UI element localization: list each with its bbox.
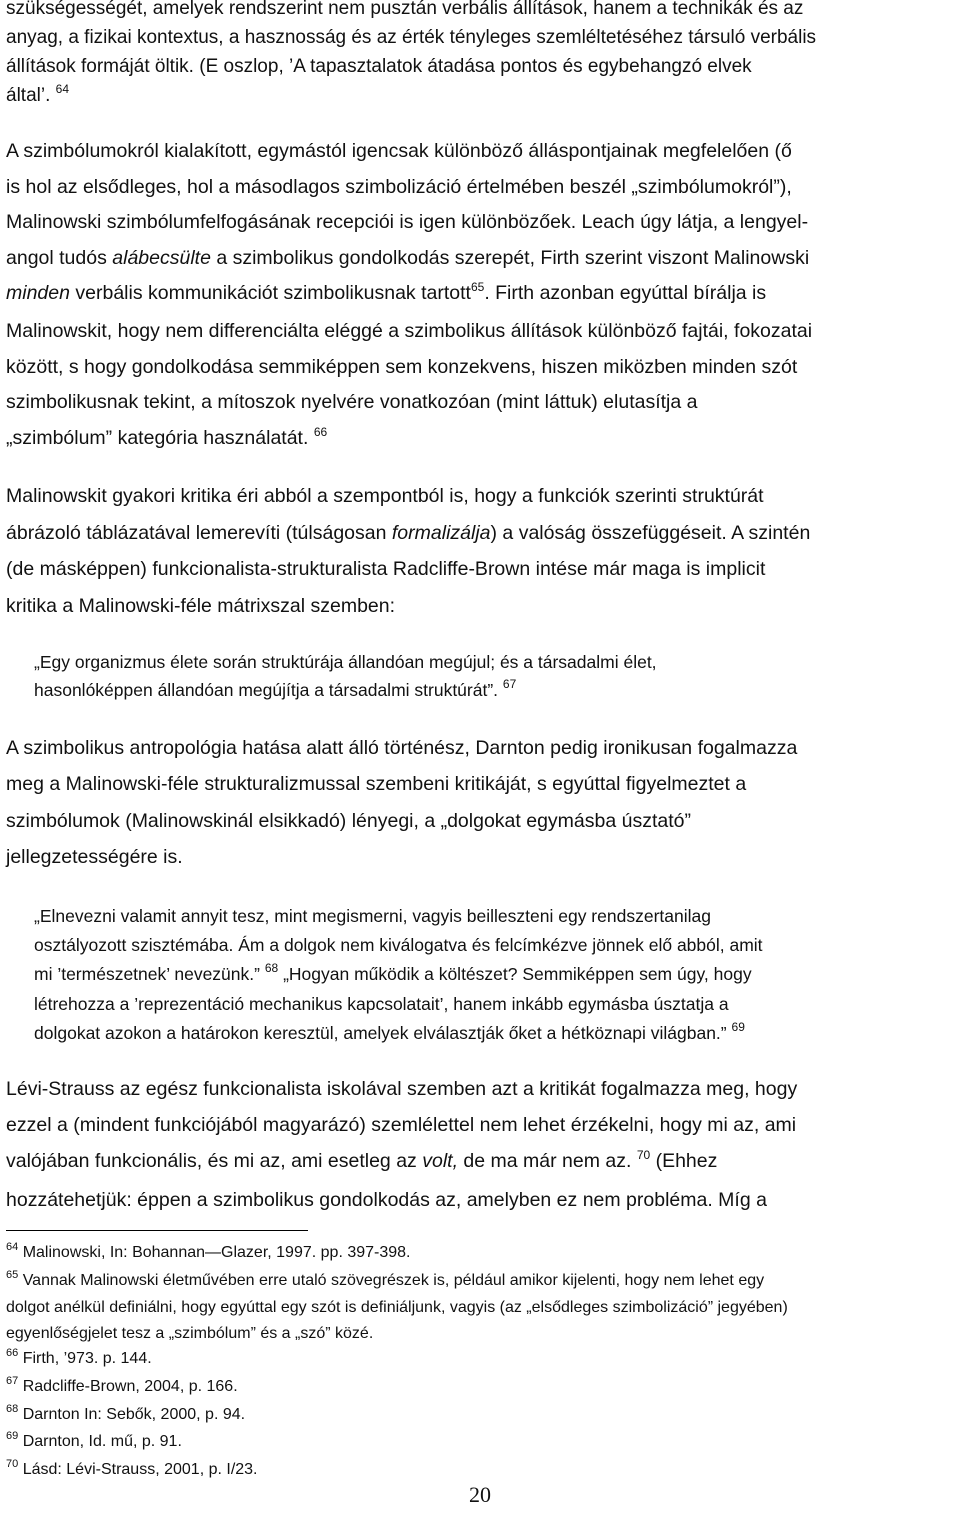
footnote-number: 66 bbox=[6, 1347, 19, 1360]
text-fragment: de ma már nem az. bbox=[457, 1150, 632, 1173]
text-line: hozzátehetjük: éppen a szimbolikus gondolkodás az, amelyben ez nem probléma. Míg a bbox=[6, 1188, 767, 1211]
text-line: jellegzetességére is. bbox=[6, 846, 183, 869]
block-quote-radcliffe-brown bbox=[34, 648, 657, 706]
footnote-ref[interactable]: 68 bbox=[264, 960, 279, 975]
italic-text: formalizálja bbox=[391, 521, 491, 544]
paragraph-darnton bbox=[6, 730, 954, 876]
footnote-ref[interactable]: 67 bbox=[502, 677, 517, 691]
footnote-ref[interactable]: 69 bbox=[731, 1020, 745, 1035]
page-number: 20 bbox=[469, 1482, 491, 1507]
footnote-text: Lásd: Lévi-Strauss, 2001, p. I/23. bbox=[18, 1460, 258, 1478]
footnote-65 bbox=[6, 1268, 956, 1296]
text-line: kritika a Malinowski-féle mátrixszal szemben: bbox=[6, 594, 396, 617]
footnote-64 bbox=[6, 1240, 956, 1268]
footnote-text: Vannak Malinowski életművében erre utaló szövegrészek is, például amikor kijelenti, hogy nem lehet egy bbox=[18, 1271, 765, 1289]
footnote-ref[interactable]: 64 bbox=[55, 82, 69, 96]
text-line bbox=[34, 1019, 763, 1050]
text-fragment: ) a valóság összefüggéseit. A szintén bbox=[490, 521, 811, 544]
text-line bbox=[6, 81, 954, 112]
text-fragment: mi ’természetnek’ nevezünk.” bbox=[34, 963, 260, 984]
footnote-number: 67 bbox=[6, 1374, 19, 1387]
footnote-number: 64 bbox=[6, 1241, 19, 1253]
footnote-65-cont: dolgot anélkül definiálni, hogy egyúttal egy szót is definiáljunk, vagyis (az „elsődleges szimbolizáció” jegyében) bbox=[6, 1299, 788, 1317]
italic-text: volt, bbox=[422, 1150, 458, 1173]
footnote-text: Radcliffe-Brown, 2004, p. 166. bbox=[18, 1377, 238, 1395]
text-line bbox=[6, 276, 954, 314]
text-fragment: verbális kommunikációt szimbolikusnak tartott bbox=[69, 282, 471, 305]
text-fragment: . Firth azonban egyúttal bírálja is bbox=[484, 282, 767, 305]
text-line: Malinowskit gyakori kritika éri abból a szempontból is, hogy a funkciók szerinti struktúrát bbox=[6, 485, 764, 507]
text-line: szimbolikusnak tekint, a mítoszok nyelvére vonatkozóan (mint láttuk) elutasítja a bbox=[6, 391, 698, 414]
text-line bbox=[34, 676, 657, 706]
text-line: „Egy organizmus élete során struktúrája állandóan megújul; és a társadalmi élet, bbox=[34, 652, 657, 672]
text-line: között, s hogy gondolkodása semmiképpen sem konzekvens, hiszen miközben minden szót bbox=[6, 355, 798, 378]
footnote-separator bbox=[6, 1230, 308, 1231]
text-line bbox=[6, 515, 954, 552]
footnote-67 bbox=[6, 1374, 956, 1402]
paragraph-levi-strauss bbox=[6, 1071, 954, 1218]
text-fragment: hasonlóképpen állandóan megújítja a társadalmi struktúrát”. bbox=[34, 680, 499, 700]
footnote-number: 69 bbox=[6, 1430, 19, 1443]
paragraph-symbols bbox=[6, 134, 954, 458]
paragraph-intro bbox=[6, 0, 954, 112]
text-line bbox=[6, 241, 954, 277]
text-line: A szimbólumokról kialakított, egymástól igencsak különböző álláspontjainak megfelelően (ő bbox=[6, 140, 792, 162]
footnote-66 bbox=[6, 1346, 956, 1374]
text-line: osztályozott szisztémába. Ám a dolgok nem kiválogatva és felcímkézve jönnek elő abból, amit bbox=[34, 934, 763, 955]
footnote-text: Darnton In: Sebők, 2000, p. 94. bbox=[18, 1405, 246, 1423]
text-fragment: „Hogyan működik a költészet? Semmiképpen sem úgy, hogy bbox=[278, 963, 752, 984]
footnote-number: 68 bbox=[6, 1402, 19, 1415]
text-fragment: által’. bbox=[6, 85, 51, 106]
text-line: meg a Malinowski-féle strukturalizmussal szembeni kritikáját, s egyúttal figyelmeztet a bbox=[6, 773, 747, 796]
footnote-number: 65 bbox=[6, 1268, 19, 1281]
italic-text: minden bbox=[6, 282, 70, 305]
footnote-70 bbox=[6, 1457, 956, 1485]
footnote-69 bbox=[6, 1429, 956, 1457]
italic-text: alábecsülte bbox=[112, 246, 211, 269]
text-line: Malinowskit, hogy nem differenciálta eléggé a szimbolikus állítások különböző fajtái, fokozatai bbox=[6, 319, 813, 342]
footnote-68 bbox=[6, 1402, 956, 1430]
text-line: ezzel a (mindent funkciójából magyarázó) szemlélettel nem lehet érzékelni, hogy mi az, ami bbox=[6, 1114, 797, 1137]
text-fragment: (Ehhez bbox=[650, 1150, 718, 1173]
footnote-ref[interactable]: 65 bbox=[470, 280, 485, 295]
text-line: anyag, a fizikai kontextus, a hasznosság és az érték tényleges szemléltetéséhez társuló verbális bbox=[6, 27, 817, 48]
block-quote-darnton bbox=[34, 902, 763, 1050]
footnote-text: Darnton, Id. mű, p. 91. bbox=[18, 1433, 182, 1451]
text-fragment: angol tudós bbox=[6, 246, 113, 269]
paragraph-criticism bbox=[6, 478, 954, 624]
text-line: is hol az elsődleges, hol a másodlagos szimbolizáció értelmében beszél „szimbólumokról”), bbox=[6, 175, 792, 198]
text-line: szükségességét, amelyek rendszerint nem pusztán verbális állítások, hanem a technikák és az bbox=[6, 0, 804, 19]
text-fragment: „szimbólum” kategória használatát. bbox=[6, 426, 309, 449]
text-line: létrehozza a ’reprezentáció mechanikus kapcsolatait’, hanem inkább egymásba úsztatja a bbox=[34, 994, 729, 1015]
text-line bbox=[6, 1143, 954, 1181]
footnote-ref[interactable]: 66 bbox=[313, 424, 328, 439]
footnote-text: Malinowski, In: Bohannan—Glazer, 1997. pp. 397-398. bbox=[18, 1244, 411, 1261]
text-line bbox=[34, 960, 763, 991]
footnote-number: 70 bbox=[6, 1457, 19, 1470]
text-fragment: dolgokat azokon a határokon keresztül, amelyek elválasztják őket a hétköznapi világban.” bbox=[34, 1023, 727, 1044]
footnote-ref[interactable]: 70 bbox=[636, 1148, 651, 1163]
text-line: „Elnevezni valamit annyit tesz, mint megismerni, vagyis beilleszteni egy rendszertanilag bbox=[34, 906, 711, 926]
text-line: Malinowski szimbólumfelfogásának recepciói is igen különbözőek. Leach úgy látja, a lengyel- bbox=[6, 211, 809, 234]
text-line: Lévi-Strauss az egész funkcionalista iskolával szemben azt a kritikát fogalmazza meg, hogy bbox=[6, 1078, 798, 1100]
text-fragment: ábrázoló táblázatával lemerevíti (túlságosan bbox=[6, 521, 392, 544]
footnote-65-cont: egyenlőségjelet tesz a „szimbólum” és a „szó” közé. bbox=[6, 1324, 374, 1342]
text-line: A szimbolikus antropológia hatása alatt álló történész, Darnton pedig ironikusan fogalmazza bbox=[6, 737, 798, 759]
text-line bbox=[6, 421, 954, 459]
text-fragment: a szimbolikus gondolkodás szerepét, Firth szerint viszont Malinowski bbox=[210, 246, 810, 269]
footnotes bbox=[6, 1240, 956, 1484]
footnote-text: Firth, ’973. p. 144. bbox=[18, 1350, 152, 1368]
text-line: állítások formáját öltik. (E oszlop, ’A tapasztalatok átadása pontos és egybehangzó elvek bbox=[6, 56, 752, 77]
text-line: szimbólumok (Malinowskinál elsikkadó) lényegi, a „dolgokat egymásba úsztató” bbox=[6, 809, 691, 832]
text-fragment: valójában funkcionális, és mi az, ami esetleg az bbox=[6, 1150, 423, 1173]
text-line: (de másképpen) funkcionalista-strukturalista Radcliffe-Brown intése már maga is implicit bbox=[6, 558, 766, 581]
